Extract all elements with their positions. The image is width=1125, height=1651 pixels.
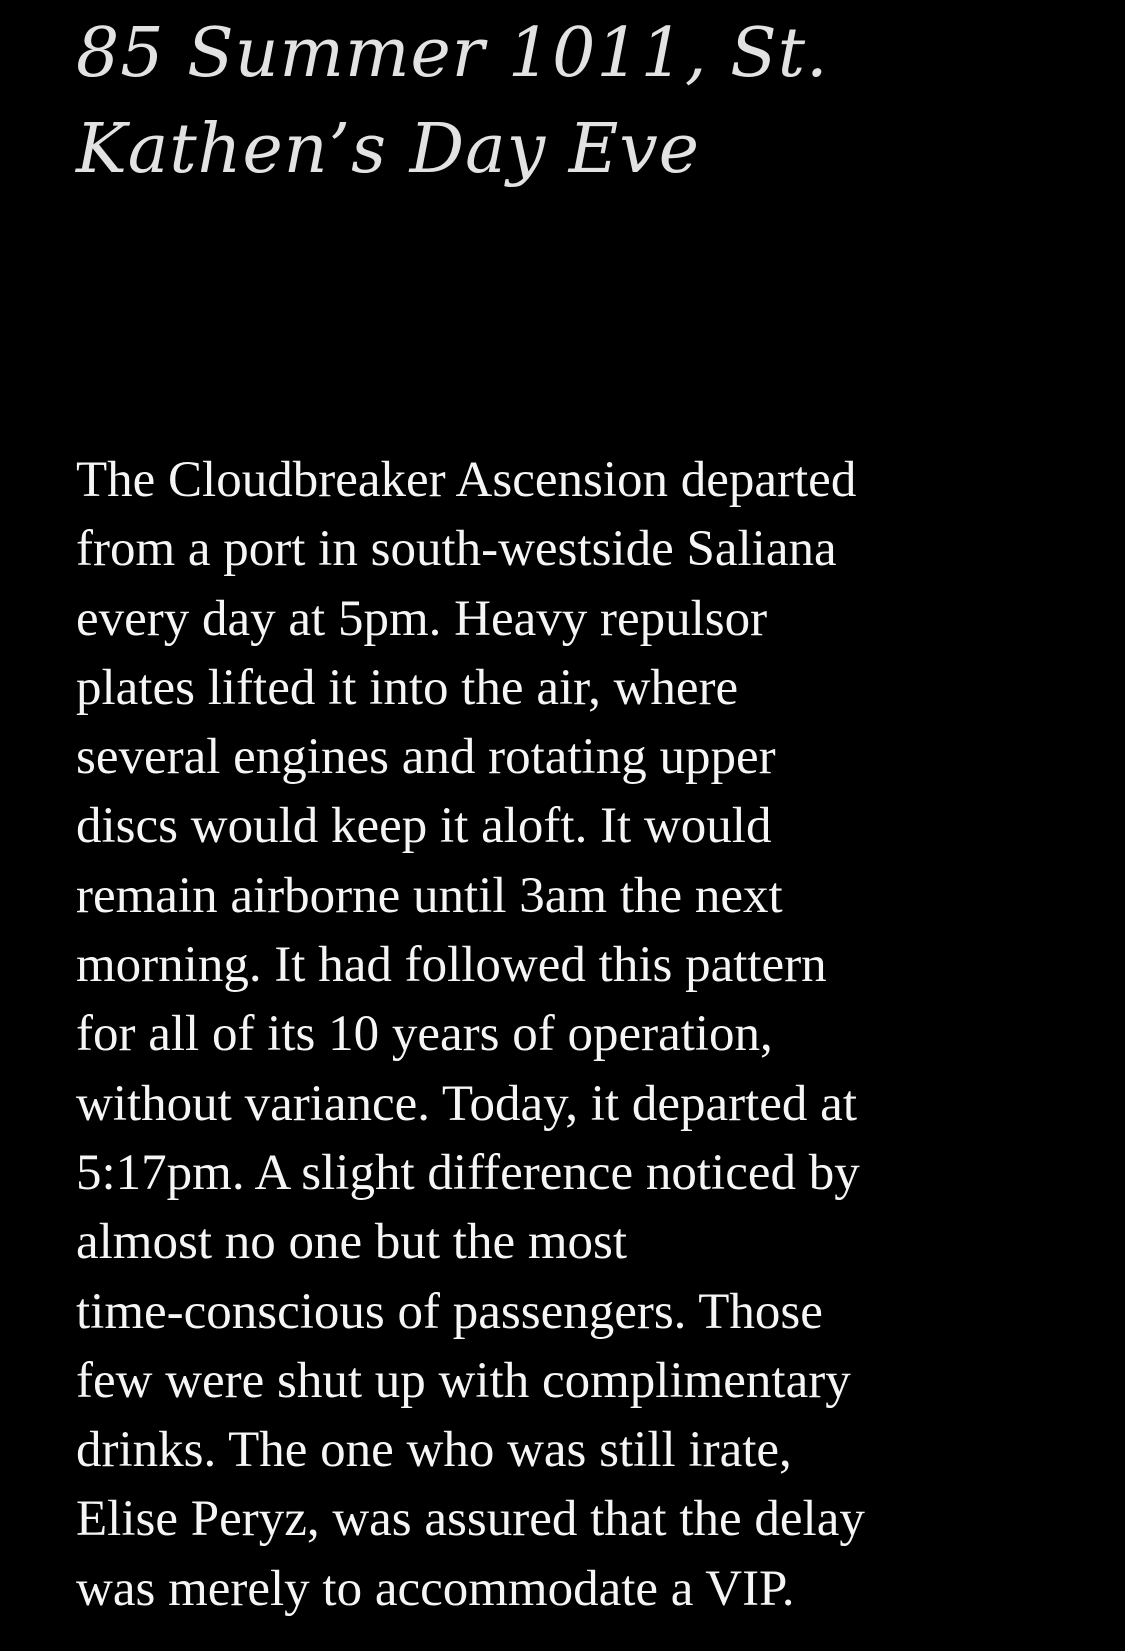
body-line: several engines and rotating upper (76, 729, 776, 786)
body-line: without variance. Today, it departed at (76, 1075, 857, 1132)
chapter-title (76, 0, 956, 198)
body-line: plates lifted it into the air, where (76, 659, 739, 716)
body-line: every day at 5pm. Heavy repulsor (76, 590, 768, 647)
body-line: few were shut up with complimentary (76, 1352, 851, 1409)
body-line: was merely to accommodate a VIP. (76, 1560, 795, 1617)
body-line: for all of its 10 years of operation, (76, 1006, 773, 1063)
body-line: morning. It had followed this pattern (76, 937, 827, 994)
body-line: from a port in south-westside Saliana (76, 521, 837, 578)
chapter-title-line-1: 85 Summer 1011, St. (76, 14, 829, 93)
body-line: discs would keep it aloft. It would (76, 798, 772, 855)
body-line: remain airborne until 3am the next (76, 867, 783, 924)
body-line: almost no one but the most (76, 1214, 628, 1271)
body-line: Elise Peryz, was assured that the delay (76, 1491, 865, 1548)
body-line: time-conscious of passengers. Those (76, 1283, 823, 1340)
body-line: 5:17pm. A slight difference noticed by (76, 1144, 860, 1201)
body-line: drinks. The one who was still irate, (76, 1422, 792, 1479)
body-text (76, 446, 1066, 1624)
body-line: The Cloudbreaker Ascension departed (76, 452, 857, 508)
chapter-title-line-2: Kathen’s Day Eve (76, 110, 701, 189)
